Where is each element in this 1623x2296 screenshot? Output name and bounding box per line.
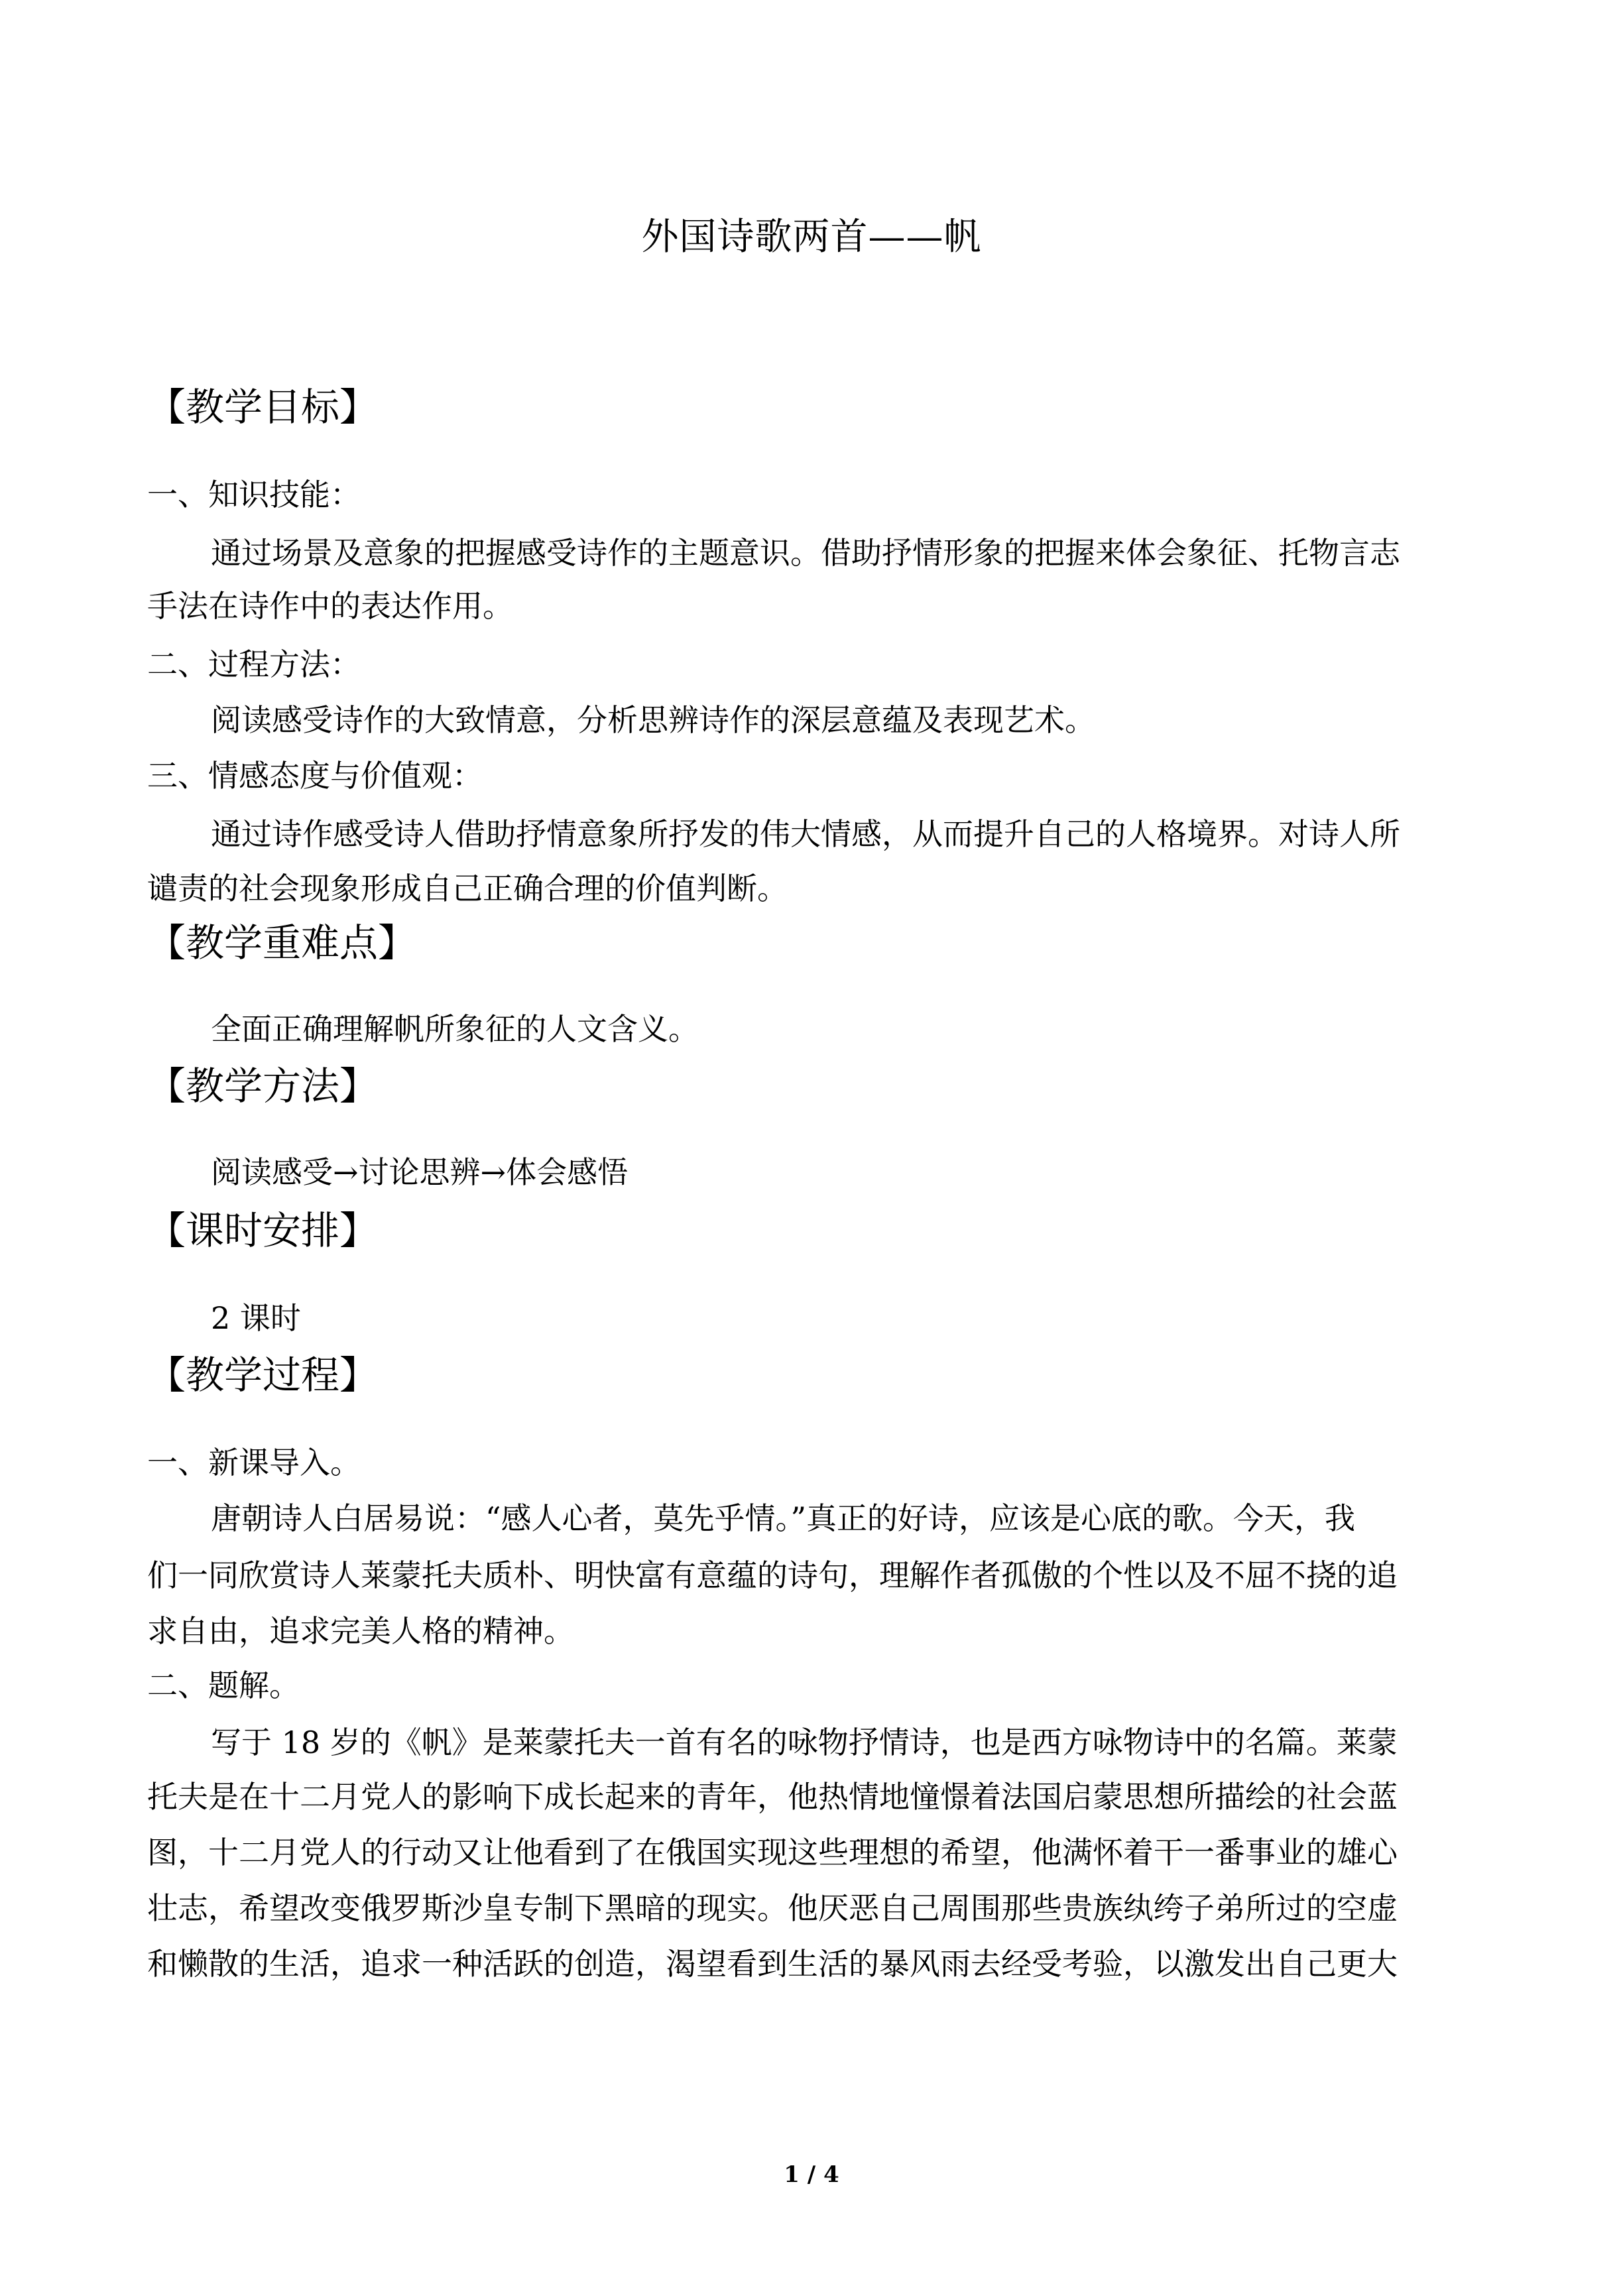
topic-text-line-4: 壮志，希望改变俄罗斯沙皇专制下黑暗的现实。他厌恶自己周围那些贵族纨绔子弟所过的空虚	[147, 1890, 1398, 1926]
label-new-lesson-intro: 一、新课导入。	[147, 1445, 361, 1480]
heading-teaching-objectives: 【教学目标】	[147, 385, 379, 430]
document-title: 外国诗歌两首——帆	[641, 215, 982, 259]
class-schedule-text: 2 课时	[211, 1300, 301, 1336]
heading-teaching-process: 【教学过程】	[147, 1353, 379, 1398]
page-number: 1 / 4	[784, 2161, 839, 2188]
process-methods-text: 阅读感受诗作的大致情意，分析思辨诗作的深层意蕴及表现艺术。	[211, 702, 1095, 738]
knowledge-text-line-1: 通过场景及意象的把握感受诗作的主题意识。借助抒情形象的把握来体会象征、托物言志	[211, 535, 1400, 571]
heading-teaching-methods: 【教学方法】	[147, 1063, 379, 1109]
intro-text-line-2: 们一同欣赏诗人莱蒙托夫质朴、明快富有意蕴的诗句，理解作者孤傲的个性以及不屈不挠的追	[147, 1557, 1398, 1593]
intro-text-line-1: 唐朝诗人白居易说：“感人心者，莫先乎情。”真正的好诗，应该是心底的歌。今天，我	[211, 1500, 1356, 1536]
topic-text-line-3: 图，十二月党人的行动又让他看到了在俄国实现这些理想的希望，他满怀着干一番事业的雄心	[147, 1835, 1398, 1870]
label-knowledge-skills: 一、知识技能：	[147, 477, 361, 513]
topic-text-line-1: 写于 18 岁的《帆》是莱蒙托夫一首有名的咏物抒情诗，也是西方咏物诗中的名篇。莱蒙	[211, 1724, 1398, 1760]
teaching-methods-text: 阅读感受→讨论思辨→体会感悟	[211, 1154, 629, 1190]
label-process-methods: 二、过程方法：	[147, 646, 361, 682]
label-emotion-values: 三、情感态度与价值观：	[147, 758, 483, 794]
heading-key-points: 【教学重难点】	[147, 920, 417, 965]
key-points-text: 全面正确理解帆所象征的人文含义。	[211, 1011, 699, 1047]
emotion-text-line-1: 通过诗作感受诗人借助抒情意象所抒发的伟大情感，从而提升自己的人格境界。对诗人所	[211, 816, 1400, 852]
intro-text-line-3: 求自由，追求完美人格的精神。	[147, 1613, 574, 1649]
knowledge-text-line-2: 手法在诗作中的表达作用。	[147, 588, 513, 624]
heading-class-schedule: 【课时安排】	[147, 1208, 379, 1253]
label-topic-explanation: 二、题解。	[147, 1667, 300, 1703]
topic-text-line-2: 托夫是在十二月党人的影响下成长起来的青年，他热情地憧憬着法国启蒙思想所描绘的社会蓝	[147, 1779, 1398, 1815]
emotion-text-line-2: 谴责的社会现象形成自己正确合理的价值判断。	[147, 871, 788, 906]
topic-text-line-5: 和懒散的生活，追求一种活跃的创造，渴望看到生活的暴风雨去经受考验，以激发出自己更大	[147, 1946, 1398, 1982]
